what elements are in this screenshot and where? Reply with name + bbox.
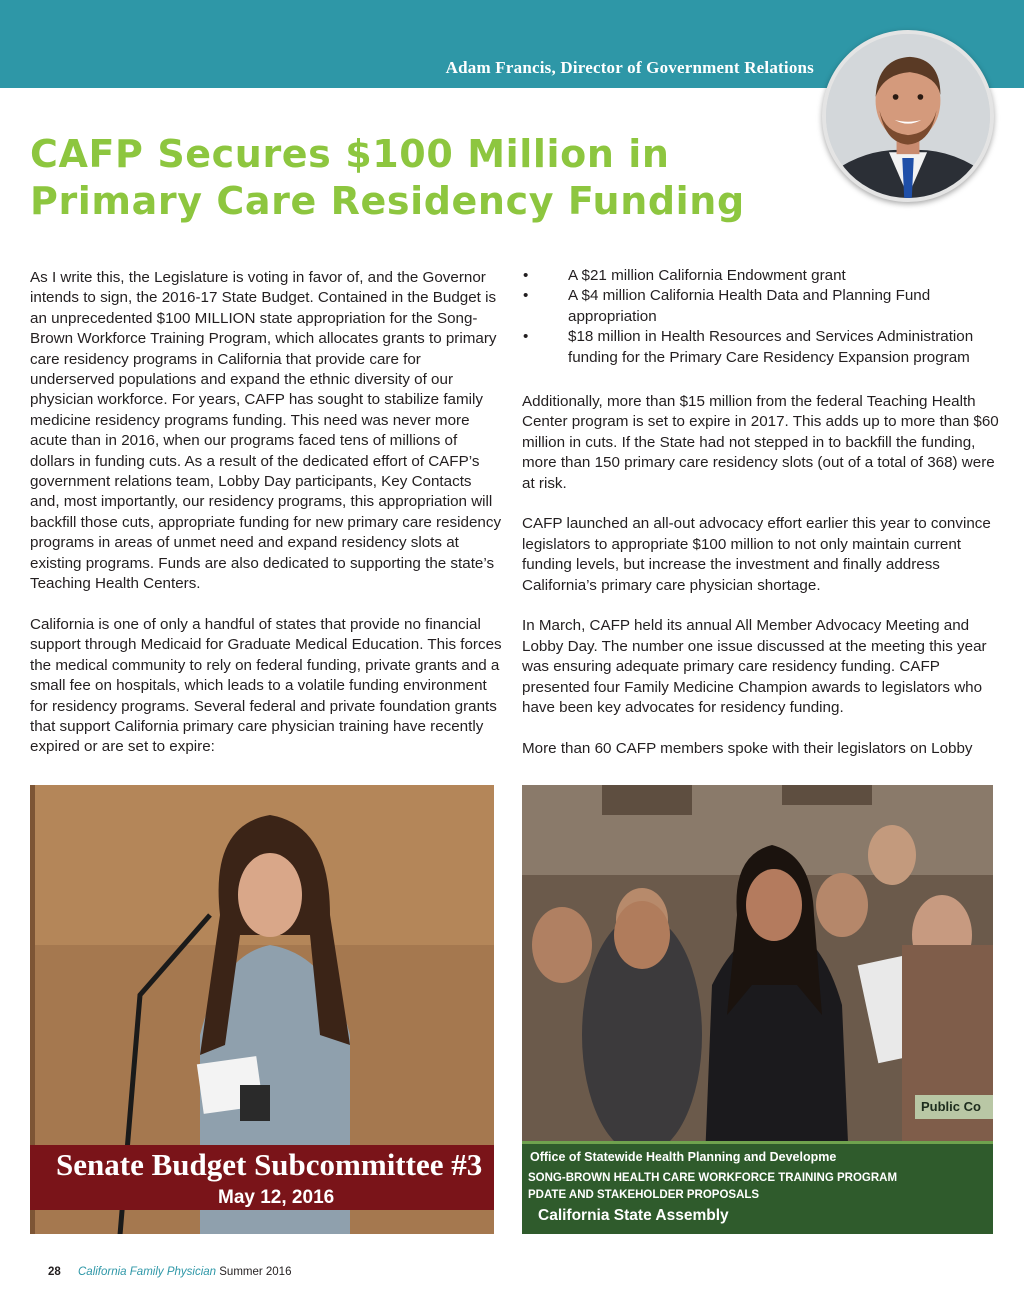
list-item: • $18 million in Health Resources and Services Administration funding for the Primary Care Residency Expansion program <box>522 327 1000 368</box>
paragraph: More than 60 CAFP members spoke with their legislators on Lobby <box>522 739 973 757</box>
left-column <box>30 268 502 778</box>
tv-caption-line-3: PDATE AND STAKEHOLDER PROPOSALS <box>528 1189 760 1201</box>
paragraph: CAFP launched an all-out advocacy effort earlier this year to convince legislators to appropriate $100 million to not only maintain current funding levels, but increase the investment and finally address California’s primary care physician shortage. <box>522 515 991 594</box>
author-portrait <box>822 30 994 202</box>
tv-caption-line-2: SONG-BROWN HEALTH CARE WORKFORCE TRAINING PROGRAM <box>528 1172 898 1184</box>
magazine-name: California Family Physician <box>78 1266 217 1278</box>
senate-hearing-photo <box>30 785 494 1234</box>
paragraph: California is one of only a handful of states that provide no financial support through Medicaid for Graduate Medical Education. This forces the medical community to rely on federal funding, private grants and a small fee on hospitals, which leads to a volatile funding environment for residency programs. Several federal and private foundation grants that support California primary care physician training have recently expired or are set to expire: <box>30 615 502 756</box>
assembly-hearing-photo <box>522 785 993 1234</box>
headline-line-1: CAFP Secures $100 Million in <box>30 132 670 176</box>
article-headline <box>30 131 790 225</box>
portrait-image <box>826 34 990 198</box>
list-item: • A $21 million California Endowment grant <box>522 266 1000 286</box>
paragraph: Additionally, more than $15 million from the federal Teaching Health Center program is set to expire in 2017. This adds up to more than $60 million in cuts. If the State had not stepped in to backfill the funding, more than 150 primary care residency slots (out of a total of 368) were at risk. <box>522 393 999 492</box>
tv-caption-band <box>522 1141 993 1234</box>
page-footer <box>48 1266 291 1278</box>
tv-caption-line-1: Office of Statewide Health Planning and Developme <box>530 1150 837 1164</box>
tv-corner-label: Public Co <box>915 1095 993 1119</box>
author-byline: Adam Francis, Director of Government Relations <box>445 58 814 77</box>
issue-name: Summer 2016 <box>219 1266 292 1278</box>
page-number: 28 <box>48 1266 61 1278</box>
caption-title: Senate Budget Subcommittee #3 <box>56 1147 483 1182</box>
paragraph: In March, CAFP held its annual All Member Advocacy Meeting and Lobby Day. The number one issue discussed at the meeting this year was ensuring adequate primary care residency funding. CAFP presented four Family Medicine Champion awards to legislators who have been key advocates for residency funding. <box>522 617 987 717</box>
right-column <box>522 266 1000 780</box>
expiring-grants-list <box>522 266 1000 368</box>
headline-line-2: Primary Care Residency Funding <box>30 179 745 223</box>
list-item: • A $4 million California Health Data and Planning Fund appropriation <box>522 286 1000 327</box>
paragraph: As I write this, the Legislature is voting in favor of, and the Governor intends to sign, the 2016-17 State Budget. Contained in the Budget is an unprecedented $100 MILLION state appropriation for the Song-Brown Workforce Training Program, which allocates grants to primary care residency programs in California that provide care for underserved populations and expand the ethnic diversity of our physician workforce. For years, CAFP has sought to stabilize family medicine residency programs funding. This need was never more acute than in 2016, when our programs faced tens of millions of dollars in funding cuts. As a result of the dedicated effort of CAFP’s government relations team, Lobby Day participants, Key Contacts and, most importantly, our residency programs, this appropriation will backfill those cuts, appropriate funding for new primary care residency programs in areas of unmet need and expand residency slots at existing programs. Funds are also dedicated to supporting the state’s Teaching Health Centers. <box>30 269 502 593</box>
tv-caption-line-4: California State Assembly <box>538 1207 729 1224</box>
caption-date: May 12, 2016 <box>218 1187 335 1208</box>
